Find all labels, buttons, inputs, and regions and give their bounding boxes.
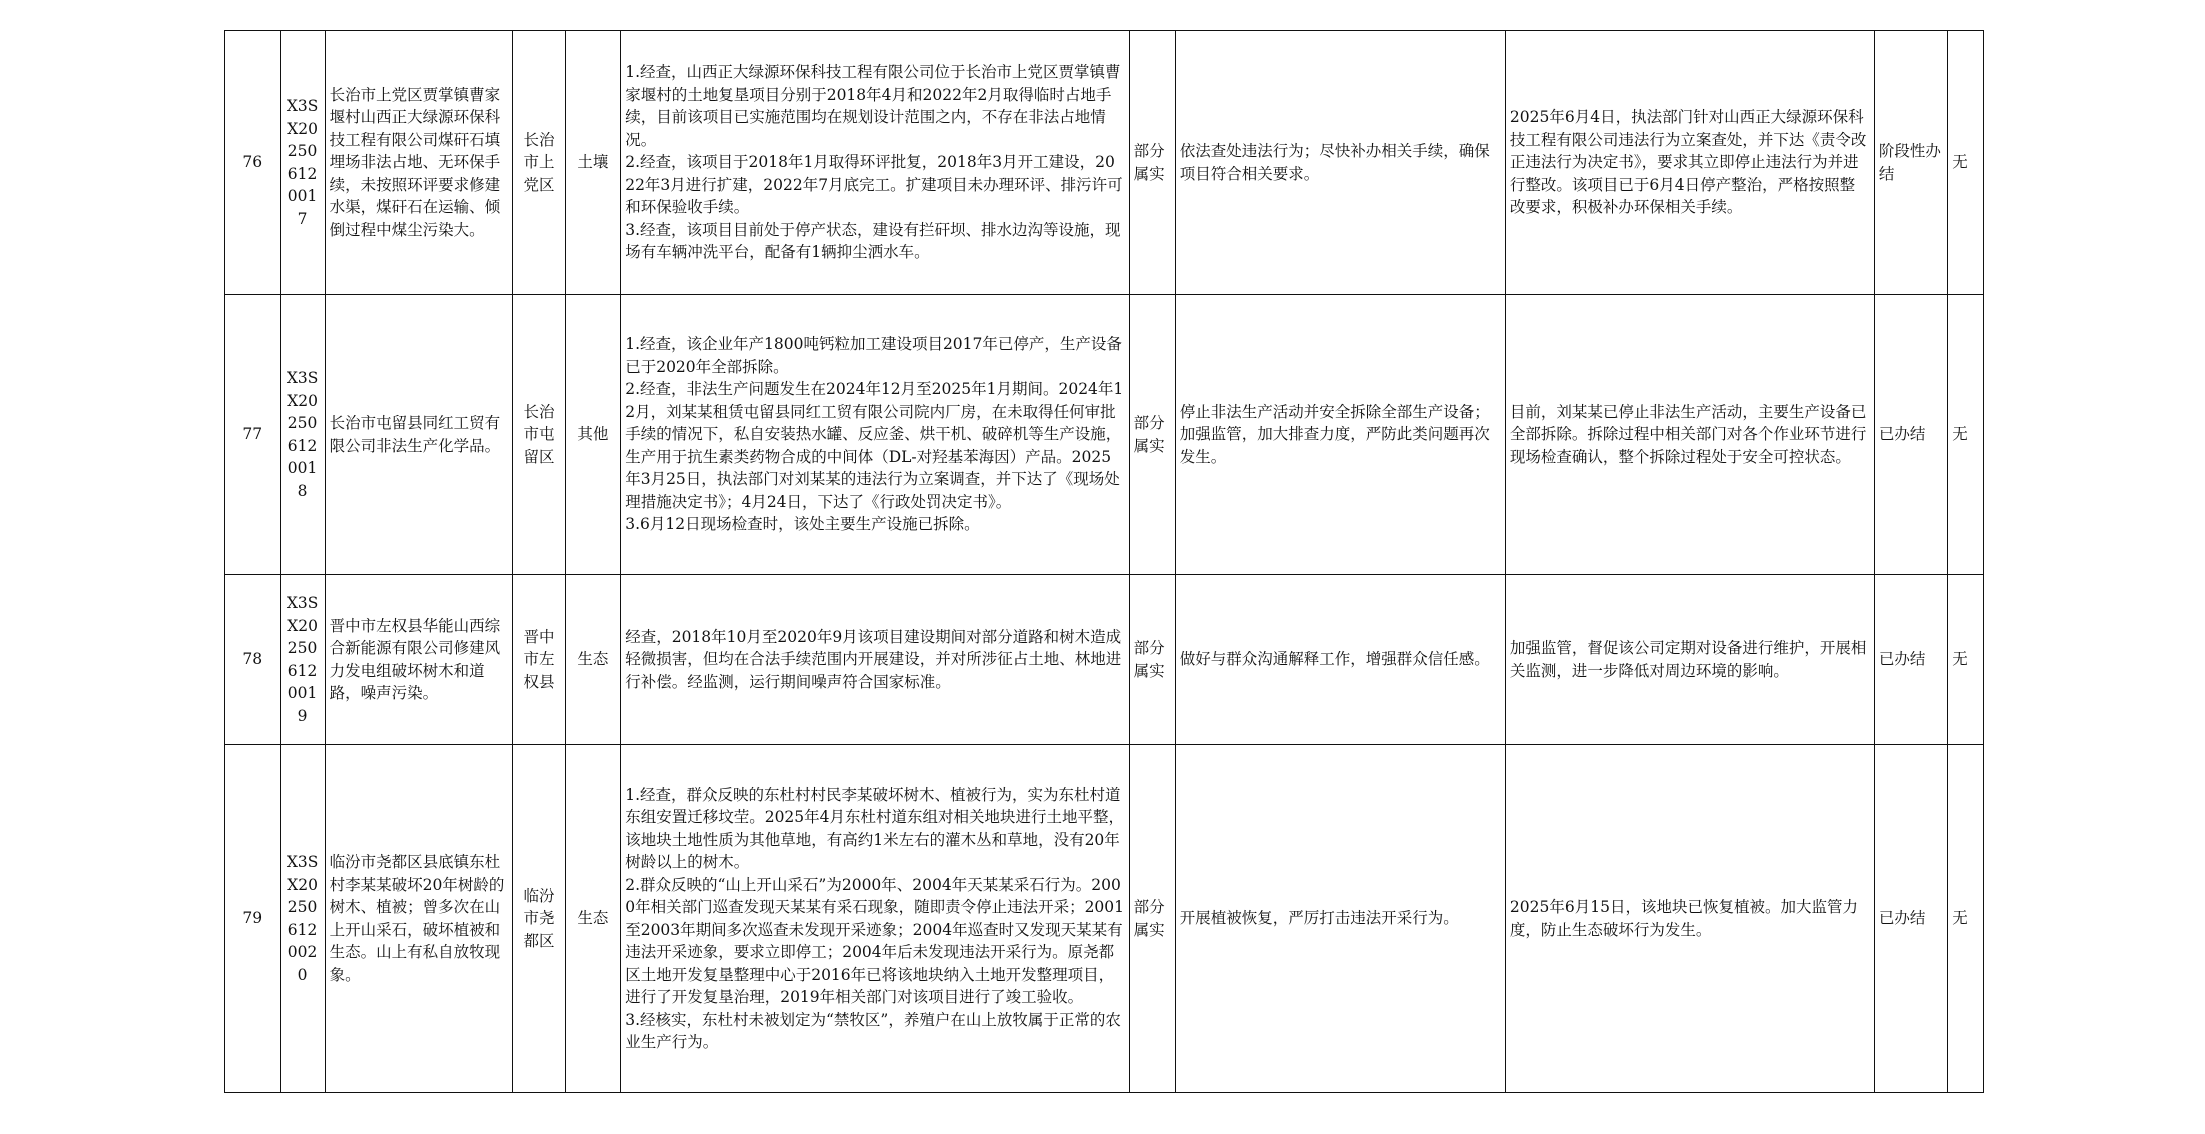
case-code: X3SX202506120020	[280, 745, 325, 1093]
case-code: X3SX202506120018	[280, 295, 325, 575]
handling-measures: 做好与群众沟通解释工作，增强群众信任感。	[1175, 575, 1505, 745]
row-number: 78	[225, 575, 281, 745]
rectification-progress: 2025年6月15日，该地块已恢复植被。加大监管力度，防止生态破坏行为发生。	[1505, 745, 1874, 1093]
handling-measures: 停止非法生产活动并安全拆除全部生产设备；加强监管，加大排查力度，严防此类问题再次发生。	[1175, 295, 1505, 575]
issue-description: 临汾市尧都区县底镇东杜村李某某破坏20年树龄的树木、植被；曾多次在山上开山采石，破坏植被和生态。山上有私自放牧现象。	[325, 745, 513, 1093]
pollution-type: 土壤	[565, 31, 621, 295]
table-row	[225, 31, 1984, 295]
investigation-findings	[621, 31, 1129, 295]
finding-item: 3.经查，该项目目前处于停产状态，建设有拦矸坝、排水边沟等设施，现场有车辆冲洗平台，配备有1辆抑尘洒水车。	[625, 220, 1121, 262]
finding-item: 2.群众反映的“山上开山采石”为2000年、2004年天某某采石行为。2000年相关部门巡查发现天某某有采石现象，随即责令停止违法开采；2001至2003年期间多次巡查未发现开采迹象；2004年巡查时又发现天某某有违法开采迹象，要求立即停工；2004年后未发现违法开采行为。原尧都区土地开发复垦整理中心于2016年已将该地块纳入土地开发整理项目，进行了开发复垦治理，2019年相关部门对该项目进行了竣工验收。	[625, 875, 1125, 1006]
accountability: 无	[1948, 575, 1984, 745]
table-row	[225, 295, 1984, 575]
finding-item: 3.6月12日现场检查时，该处主要生产设施已拆除。	[625, 515, 980, 534]
finding-item: 经查，2018年10月至2020年9月该项目建设期间对部分道路和树木造成轻微损害，但均在合法手续范围内开展建设，并对所涉征占土地、林地进行补偿。经监测，运行期间噪声符合国家标准。	[625, 627, 1122, 691]
finding-item: 2.经查，该项目于2018年1月取得环评批复，2018年3月开工建设，2022年3月进行扩建，2022年7月底完工。扩建项目未办理环评、排污许可和环保验收手续。	[625, 153, 1123, 217]
truth-assessment: 部分属实	[1129, 745, 1175, 1093]
pollution-type: 其他	[565, 295, 621, 575]
completion-status: 已办结	[1874, 575, 1947, 745]
finding-item: 1.经查，山西正大绿源环保科技工程有限公司位于长治市上党区贾掌镇曹家堰村的土地复垦项目分别于2018年4月和2022年2月取得临时占地手续，目前该项目已实施范围均在规划设计范围之内，不存在非法占地情况。	[625, 63, 1121, 149]
case-code: X3SX202506120019	[280, 575, 325, 745]
table-row	[225, 575, 1984, 745]
administrative-region: 长治市上党区	[513, 31, 565, 295]
truth-assessment: 部分属实	[1129, 295, 1175, 575]
investigation-findings	[621, 295, 1129, 575]
issue-description: 长治市屯留县同红工贸有限公司非法生产化学品。	[325, 295, 513, 575]
issue-description: 晋中市左权县华能山西综合新能源有限公司修建风力发电组破坏树木和道路，噪声污染。	[325, 575, 513, 745]
completion-status: 已办结	[1874, 745, 1947, 1093]
rectification-progress: 加强监管，督促该公司定期对设备进行维护，开展相关监测，进一步降低对周边环境的影响。	[1505, 575, 1874, 745]
finding-item: 1.经查，群众反映的东杜村村民李某破坏树木、植被行为，实为东杜村道东组安置迁移坟茔。2025年4月东杜村道东组对相关地块进行土地平整，该地块土地性质为其他草地，有高约1米左右的灌木丛和草地，没有20年树龄以上的树木。	[625, 785, 1125, 871]
administrative-region: 长治市屯留区	[513, 295, 565, 575]
accountability: 无	[1948, 745, 1984, 1093]
handling-measures: 依法查处违法行为；尽快补办相关手续，确保项目符合相关要求。	[1175, 31, 1505, 295]
row-number: 76	[225, 31, 281, 295]
truth-assessment: 部分属实	[1129, 31, 1175, 295]
administrative-region: 晋中市左权县	[513, 575, 565, 745]
accountability: 无	[1948, 295, 1984, 575]
completion-status: 阶段性办结	[1874, 31, 1947, 295]
accountability: 无	[1948, 31, 1984, 295]
investigation-findings	[621, 745, 1129, 1093]
case-code: X3SX202506120017	[280, 31, 325, 295]
pollution-type: 生态	[565, 575, 621, 745]
rectification-progress: 目前，刘某某已停止非法生产活动，主要生产设备已全部拆除。拆除过程中相关部门对各个作业环节进行现场检查确认，整个拆除过程处于安全可控状态。	[1505, 295, 1874, 575]
finding-item: 2.经查，非法生产问题发生在2024年12月至2025年1月期间。2024年12月，刘某某租赁屯留县同红工贸有限公司院内厂房，在未取得任何审批手续的情况下，私自安装热水罐、反应釜、烘干机、破碎机等生产设施，生产用于抗生素类药物合成的中间体（DL-对羟基苯海因）产品。2025年3月25日，执法部门对刘某某的违法行为立案调查，并下达了《现场处理措施决定书》；4月24日，下达了《行政处罚决定书》。	[625, 380, 1124, 511]
investigation-findings	[621, 575, 1129, 745]
finding-item: 1.经查，该企业年产1800吨钙粒加工建设项目2017年已停产，生产设备已于2020年全部拆除。	[625, 335, 1122, 376]
truth-assessment: 部分属实	[1129, 575, 1175, 745]
row-number: 79	[225, 745, 281, 1093]
administrative-region: 临汾市尧都区	[513, 745, 565, 1093]
table-row	[225, 745, 1984, 1093]
complaint-table	[224, 30, 1984, 1093]
completion-status: 已办结	[1874, 295, 1947, 575]
row-number: 77	[225, 295, 281, 575]
issue-description: 长治市上党区贾掌镇曹家堰村山西正大绿源环保科技工程有限公司煤矸石填埋场非法占地、无环保手续，未按照环评要求修建水渠，煤矸石在运输、倾倒过程中煤尘污染大。	[325, 31, 513, 295]
rectification-progress: 2025年6月4日，执法部门针对山西正大绿源环保科技工程有限公司违法行为立案查处，并下达《责令改正违法行为决定书》，要求其立即停止违法行为并进行整改。该项目已于6月4日停产整治，严格按照整改要求，积极补办环保相关手续。	[1505, 31, 1874, 295]
finding-item: 3.经核实，东杜村未被划定为“禁牧区”，养殖户在山上放牧属于正常的农业生产行为。	[625, 1010, 1121, 1051]
pollution-type: 生态	[565, 745, 621, 1093]
handling-measures: 开展植被恢复，严厉打击违法开采行为。	[1175, 745, 1505, 1093]
